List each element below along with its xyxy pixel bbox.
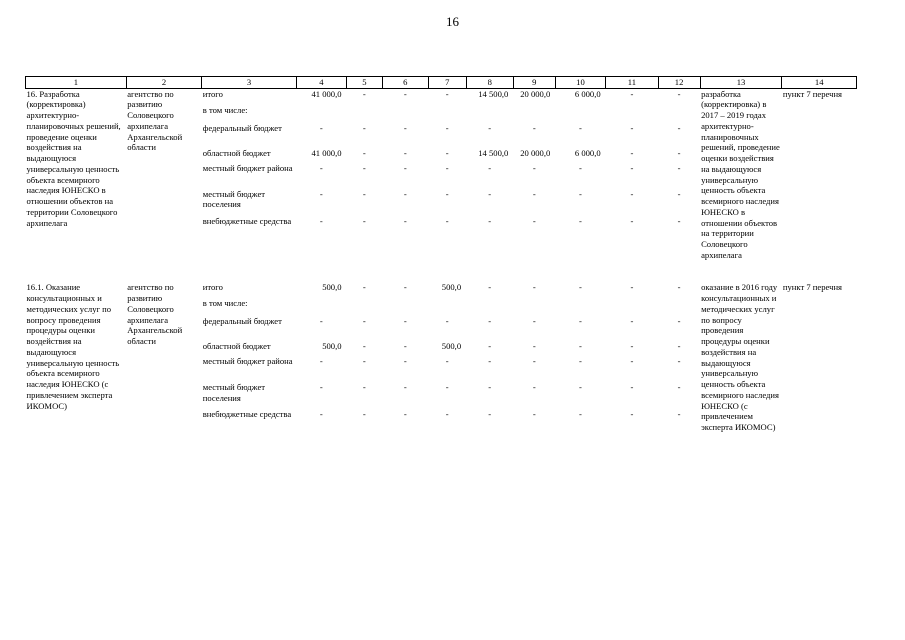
funding-value: -: [532, 188, 536, 199]
expected-result: разработка (корректировка) в 2017 – 2019 годах архитектурно-планировочных решений, проведение оценки воздействия на выдающуюся универсальную ценность объекта всемирного наследия ЮНЕСКО в отношении объектов на территории Соловецкого архипелага: [701, 88, 780, 260]
funding-value: -: [630, 88, 634, 99]
funding-value: -: [579, 356, 582, 367]
funding-value: -: [445, 188, 449, 199]
responsible-agency: агентство по развитию Соловецкого архипелага Архангельской области: [127, 282, 183, 347]
funding-value: -: [362, 382, 366, 393]
funding-value: -: [579, 409, 582, 420]
funding-value: -: [362, 162, 366, 173]
funding-value: -: [630, 382, 634, 393]
value-column-4: [296, 88, 346, 260]
page-number: 16: [446, 14, 459, 29]
row-spacer: [26, 260, 857, 282]
funding-value: -: [445, 215, 449, 226]
funding-source-label: в том числе:: [202, 298, 248, 309]
funding-value: [607, 105, 657, 123]
column-header-13: 13: [700, 77, 782, 89]
funding-source-label: внебюджетные средства: [202, 409, 292, 420]
funding-value: 41 000,0: [311, 147, 342, 158]
funding-value: -: [362, 147, 366, 158]
spacer-cell: [26, 260, 857, 282]
column-header-8: 8: [466, 77, 513, 89]
value-column-7: [428, 88, 466, 260]
funding-value: [659, 298, 699, 316]
funding-value: -: [579, 341, 582, 352]
reference: пункт 7 перечня: [782, 282, 842, 293]
funding-value: -: [319, 356, 323, 367]
funding-value: -: [579, 215, 582, 226]
funding-value: -: [488, 356, 492, 367]
value-column-5: [347, 282, 383, 492]
funding-value: -: [579, 122, 582, 133]
funding-value: [383, 105, 427, 123]
funding-value: -: [579, 162, 582, 173]
funding-value: -: [445, 147, 449, 158]
funding-value: -: [677, 409, 681, 420]
funding-value: 500,0: [441, 282, 462, 293]
funding-value: -: [445, 122, 449, 133]
funding-value: -: [445, 409, 449, 420]
funding-value: [297, 298, 345, 316]
funding-value: -: [403, 147, 407, 158]
funding-value: -: [403, 341, 407, 352]
column-header-4: 4: [296, 77, 346, 89]
column-header-3: 3: [202, 77, 296, 89]
value-column-8: [466, 282, 513, 492]
funding-value: [514, 298, 554, 316]
funding-value: 500,0: [441, 341, 462, 352]
funding-value: -: [362, 356, 366, 367]
value-column-7: [428, 282, 466, 492]
funding-value: -: [362, 341, 366, 352]
funding-value: -: [677, 147, 681, 158]
funding-value: [429, 298, 465, 316]
funding-value: -: [488, 162, 492, 173]
funding-value: -: [445, 382, 449, 393]
funding-value: -: [362, 215, 366, 226]
program-table: [25, 76, 857, 492]
funding-value: -: [630, 316, 634, 327]
value-column-10: [555, 88, 605, 260]
column-header-2: 2: [126, 77, 202, 89]
funding-value: [659, 105, 699, 123]
value-column-5: [347, 88, 383, 260]
funding-value: -: [532, 162, 536, 173]
funding-value: -: [630, 147, 634, 158]
funding-value: -: [579, 188, 582, 199]
funding-value: -: [362, 316, 366, 327]
funding-value: -: [445, 316, 449, 327]
column-header-9: 9: [513, 77, 555, 89]
funding-value: 20 000,0: [520, 147, 551, 158]
funding-value: -: [579, 316, 582, 327]
funding-value: -: [677, 382, 681, 393]
reference: пункт 7 перечня: [782, 88, 842, 99]
funding-value: [297, 105, 345, 123]
funding-value: -: [319, 316, 323, 327]
funding-value: -: [445, 162, 449, 173]
funding-value: -: [630, 162, 634, 173]
funding-value: -: [403, 382, 407, 393]
funding-value: -: [532, 282, 536, 293]
funding-value: -: [488, 316, 492, 327]
funding-value: [429, 105, 465, 123]
funding-value: -: [630, 282, 634, 293]
funding-value: -: [403, 282, 407, 293]
funding-source-label: в том числе:: [202, 104, 248, 115]
funding-value: -: [630, 122, 634, 133]
funding-value: 500,0: [322, 341, 342, 352]
funding-value: -: [319, 162, 323, 173]
funding-value: 20 000,0: [520, 88, 551, 99]
funding-value: -: [403, 188, 407, 199]
funding-value: -: [677, 188, 681, 199]
funding-source-label: областной бюджет: [202, 341, 271, 352]
funding-value: [348, 105, 382, 123]
funding-value: -: [488, 188, 492, 199]
funding-value: -: [532, 316, 536, 327]
funding-source-label: федеральный бюджет: [202, 122, 282, 133]
funding-value: -: [319, 122, 323, 133]
funding-value: 41 000,0: [311, 88, 342, 99]
column-header-6: 6: [382, 77, 428, 89]
funding-value: -: [403, 356, 407, 367]
column-header-14: 14: [782, 77, 857, 89]
funding-source-label: итого: [202, 282, 223, 293]
funding-value: -: [532, 341, 536, 352]
funding-value: -: [488, 409, 492, 420]
value-column-8: [466, 88, 513, 260]
funding-sources: [202, 282, 296, 492]
table-row: [26, 282, 857, 492]
funding-value: -: [532, 382, 536, 393]
funding-source-label: местный бюджет поселения: [202, 382, 266, 404]
funding-value: -: [579, 282, 582, 293]
funding-value: -: [488, 382, 492, 393]
column-header-1: 1: [26, 77, 127, 89]
funding-value: [607, 298, 657, 316]
funding-value: -: [630, 409, 634, 420]
funding-value: -: [677, 162, 681, 173]
funding-value: -: [630, 188, 634, 199]
measure-name: 16. Разработка (корректировка) архитектурно-планировочных решений, проведение оценки воздействия на выдающуюся универсальную ценность объекта всемирного наследия ЮНЕСКО в отношении объектов на территории Соловецкого архипелага: [26, 88, 121, 228]
expected-result: оказание в 2016 году консультационных и методических услуг по вопросу проведения процедуры оценки воздействия на выдающуюся универсальную ценность объекта всемирного наследия ЮНЕСКО (с привлечением эксперта ИКОМОС): [701, 282, 779, 433]
column-header-10: 10: [555, 77, 605, 89]
funding-value: -: [677, 316, 681, 327]
funding-value: -: [403, 122, 407, 133]
funding-value: -: [362, 188, 366, 199]
value-column-12: [658, 88, 700, 260]
funding-value: -: [677, 282, 681, 293]
funding-value: -: [532, 409, 536, 420]
funding-value: -: [488, 215, 492, 226]
funding-value: -: [532, 215, 536, 226]
funding-value: -: [677, 215, 681, 226]
funding-value: -: [445, 88, 449, 99]
funding-value: -: [403, 409, 407, 420]
funding-value: -: [677, 122, 681, 133]
header-row: [26, 77, 857, 89]
funding-value: [514, 105, 554, 123]
funding-value: [383, 298, 427, 316]
funding-value: [556, 105, 604, 123]
funding-value: -: [630, 356, 634, 367]
column-header-11: 11: [606, 77, 658, 89]
value-column-9: [513, 88, 555, 260]
funding-value: -: [403, 316, 407, 327]
funding-value: 6 000,0: [574, 88, 601, 99]
funding-value: -: [532, 356, 536, 367]
value-column-6: [382, 88, 428, 260]
funding-value: -: [319, 188, 323, 199]
value-column-11: [606, 88, 658, 260]
column-header-5: 5: [347, 77, 383, 89]
funding-value: -: [403, 215, 407, 226]
funding-sources: [202, 88, 296, 260]
funding-value: -: [403, 88, 407, 99]
funding-value: -: [319, 215, 323, 226]
funding-value: -: [403, 162, 407, 173]
value-column-4: [296, 282, 346, 492]
funding-source-label: итого: [202, 88, 223, 99]
funding-value: 14 500,0: [478, 88, 509, 99]
funding-value: 6 000,0: [574, 147, 601, 158]
funding-source-label: внебюджетные средства: [202, 215, 292, 226]
funding-value: -: [362, 122, 366, 133]
responsible-agency: агентство по развитию Соловецкого архипелага Архангельской области: [127, 88, 183, 153]
funding-value: -: [488, 282, 492, 293]
funding-value: -: [630, 341, 634, 352]
funding-value: -: [362, 282, 366, 293]
funding-value: -: [362, 409, 366, 420]
funding-value: -: [362, 88, 366, 99]
funding-value: -: [677, 341, 681, 352]
value-column-11: [606, 282, 658, 492]
funding-value: -: [677, 356, 681, 367]
funding-source-label: местный бюджет поселения: [202, 188, 266, 210]
funding-value: -: [677, 88, 681, 99]
value-column-6: [382, 282, 428, 492]
table-row: [26, 88, 857, 260]
funding-source-label: федеральный бюджет: [202, 316, 282, 327]
column-header-7: 7: [428, 77, 466, 89]
funding-value: -: [579, 382, 582, 393]
value-column-12: [658, 282, 700, 492]
funding-value: 500,0: [322, 282, 342, 293]
measure-name: 16.1. Оказание консультационных и методических услуг по вопросу проведения процедуры оценки воздействия на выдающуюся универсальную ценность объекта всемирного наследия ЮНЕСКО (с привлечением эксперта ИКОМОС): [26, 282, 120, 411]
value-column-9: [513, 282, 555, 492]
column-header-12: 12: [658, 77, 700, 89]
funding-value: -: [445, 356, 449, 367]
funding-value: -: [630, 215, 634, 226]
value-column-10: [555, 282, 605, 492]
funding-source-label: местный бюджет района: [202, 162, 293, 173]
funding-value: -: [488, 341, 492, 352]
funding-value: [556, 298, 604, 316]
funding-source-label: местный бюджет района: [202, 356, 293, 367]
funding-value: [467, 105, 512, 123]
funding-value: 14 500,0: [478, 147, 509, 158]
funding-value: -: [532, 122, 536, 133]
funding-value: [467, 298, 512, 316]
funding-value: -: [488, 122, 492, 133]
funding-value: -: [319, 382, 323, 393]
funding-source-label: областной бюджет: [202, 147, 271, 158]
funding-value: [348, 298, 382, 316]
funding-value: -: [319, 409, 323, 420]
